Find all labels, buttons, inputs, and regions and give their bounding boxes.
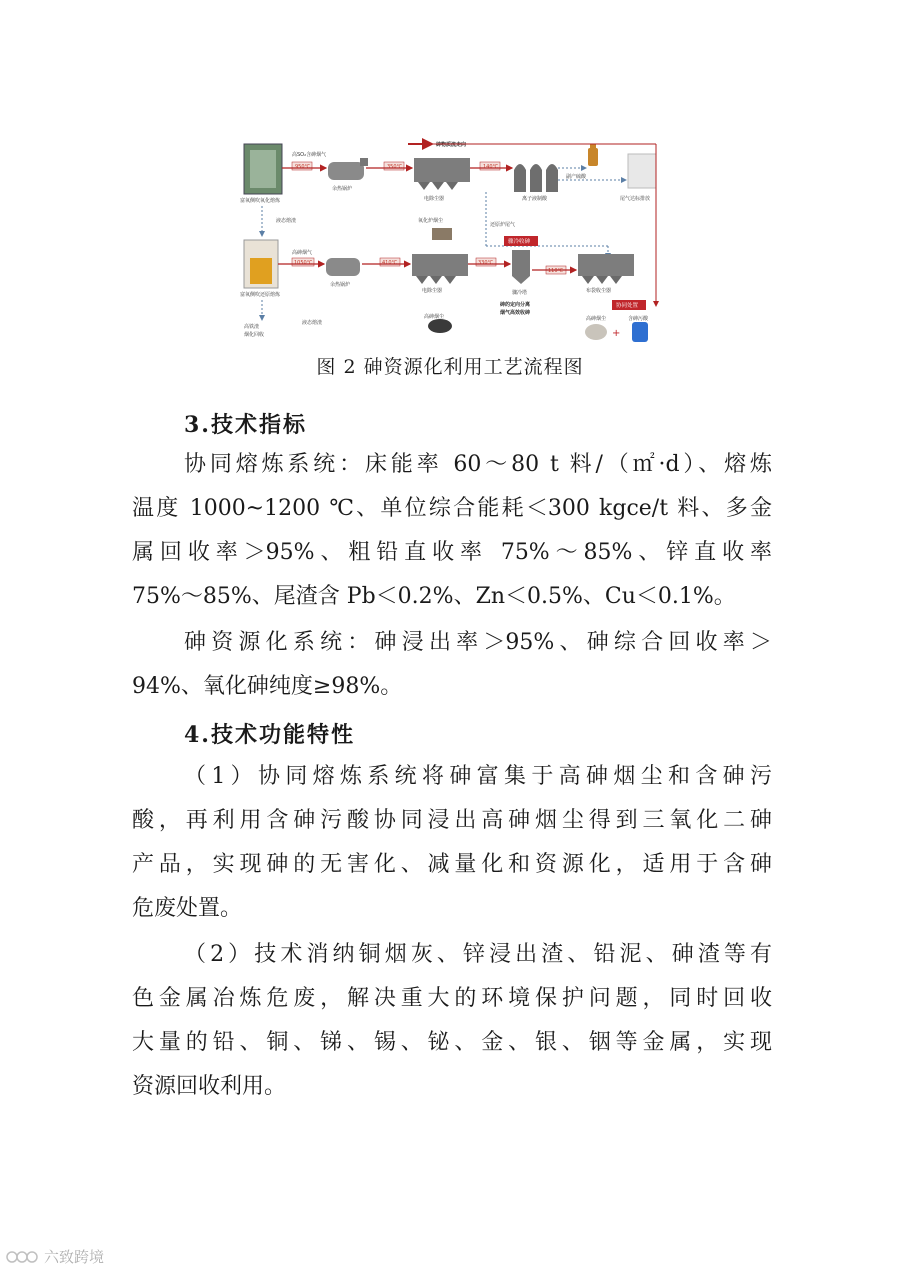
figure-caption: 图 2 砷资源化利用工艺流程图	[316, 356, 584, 378]
separation-label-1: 砷的定向分离	[500, 302, 531, 308]
text-line: 产品，实现砷的无害化、减量化和资源化，适用于含砷	[132, 852, 772, 877]
text-line: 危废处置。	[132, 896, 243, 921]
acid-plant-icon	[514, 164, 558, 192]
top-boiler-icon	[328, 158, 368, 180]
oxidation-dust-label: 氧化炉烟尘	[418, 218, 444, 224]
slag-out-label-1: 高铁渣	[244, 324, 260, 330]
slag-out-label-2: 烟化回收	[244, 332, 265, 338]
reduction-furnace	[244, 240, 278, 288]
watermark-logo-icon	[6, 1248, 40, 1266]
bottom-esp-icon	[412, 254, 468, 284]
temp-bottom-1: 1050℃	[294, 260, 313, 266]
coop-badge: 协同处置	[616, 303, 639, 309]
section-4-para-1	[132, 755, 772, 931]
temp-bottom-2: 410℃	[382, 260, 398, 266]
acid-out-label: 含砷污酸	[628, 316, 649, 322]
bottom-gas-label: 高砷烟气	[292, 250, 313, 256]
top-gas-label: 高SO₂含砷烟气	[292, 152, 327, 158]
section-3-para-1	[132, 443, 772, 619]
text-line: 砷资源化系统：砷浸出率＞95%、砷综合回收率＞	[184, 630, 772, 655]
text-line: 75%～85%、尾渣含 Pb＜0.2%、Zn＜0.5%、Cu＜0.1%。	[132, 584, 736, 609]
section-4-para-2	[132, 933, 772, 1109]
text-line: 协同熔炼系统：床能率 60～80 t 料/（㎡·d）、熔炼	[184, 452, 772, 477]
byproduct-label: 副产硫酸	[566, 174, 587, 180]
reduction-furnace-label: 富氧侧吹还原熔炼	[240, 292, 281, 298]
text-line: 温度 1000~1200 ℃、单位综合能耗＜300 kgce/t 料、多金	[132, 496, 772, 521]
text-line: 酸，再利用含砷污酸协同浸出高砷烟尘得到三氧化二砷	[132, 808, 772, 833]
temp-bottom-3: 330℃	[478, 260, 494, 266]
tail-gas-label: 尾气达标排放	[620, 196, 651, 202]
reduction-tailgas-label: 还原炉尾气	[490, 222, 516, 228]
stack-icon	[628, 154, 656, 188]
text-line: 色金属冶炼危废，解决重大的环境保护问题，同时回收	[132, 986, 772, 1011]
acid-plant-label: 离子液制酸	[522, 196, 548, 202]
temp-top-2: 350℃	[387, 164, 403, 170]
bottom-boiler-icon	[326, 258, 360, 276]
arsenic-dust-label: 高砷烟尘	[424, 314, 445, 320]
oxidation-furnace	[244, 144, 282, 194]
bottom-esp-label: 电除尘器	[422, 288, 443, 294]
section-3-para-2	[132, 621, 772, 709]
oxidation-furnace-label: 富氧侧吹氧化熔炼	[240, 198, 281, 204]
liquid-slag-label: 液态熔渣	[276, 218, 297, 224]
acid-drum-icon	[632, 322, 648, 342]
text-line: 大量的铅、铜、锑、锡、铋、金、银、铟等金属，实现	[132, 1030, 772, 1055]
text-line: 94%、氧化砷纯度≥98%。	[132, 674, 403, 699]
dust-out-label: 高砷烟尘	[586, 316, 607, 322]
top-esp-label: 电除尘器	[424, 196, 445, 202]
text-line: 属回收率＞95%、粗铅直收率 75%～85%、锌直收率	[132, 540, 772, 565]
baghouse-label: 布袋收尘器	[586, 288, 612, 294]
quench-tower-label: 骤冷塔	[512, 290, 528, 296]
product-dust-icon	[585, 324, 607, 340]
temp-top-1: 950℃	[295, 164, 311, 170]
watermark	[6, 1246, 104, 1267]
quench-badge: 骤冷收砷	[508, 239, 531, 245]
baghouse-icon	[578, 254, 634, 284]
legend-label: 砷物质流走向	[436, 142, 467, 148]
process-flow-diagram	[236, 136, 668, 350]
bottom-boiler-label: 余热锅炉	[330, 282, 351, 288]
watermark-text: 六致跨境	[44, 1248, 105, 1266]
quench-tower-icon	[512, 250, 530, 284]
acid-bottle-icon	[588, 144, 598, 166]
top-boiler-label: 余热锅炉	[332, 186, 353, 192]
separation-label-2: 烟气高效收砷	[500, 310, 531, 316]
top-esp-icon	[414, 158, 470, 190]
section-3-heading: 3.技术指标	[184, 412, 307, 438]
temp-bottom-4: 110℃	[548, 268, 564, 274]
text-line: 资源回收利用。	[132, 1074, 287, 1099]
dust-pile-icon	[428, 319, 452, 333]
temp-top-3: 140℃	[483, 164, 499, 170]
text-line: （1）协同熔炼系统将砷富集于高砷烟尘和含砷污	[184, 764, 772, 789]
slag-treat-label: 液态熔渣	[302, 320, 323, 326]
plus-sign: +	[612, 328, 621, 339]
section-4-heading: 4.技术功能特性	[184, 722, 355, 748]
text-line: （2）技术消纳铜烟灰、锌浸出渣、铅泥、砷渣等有	[184, 942, 772, 967]
